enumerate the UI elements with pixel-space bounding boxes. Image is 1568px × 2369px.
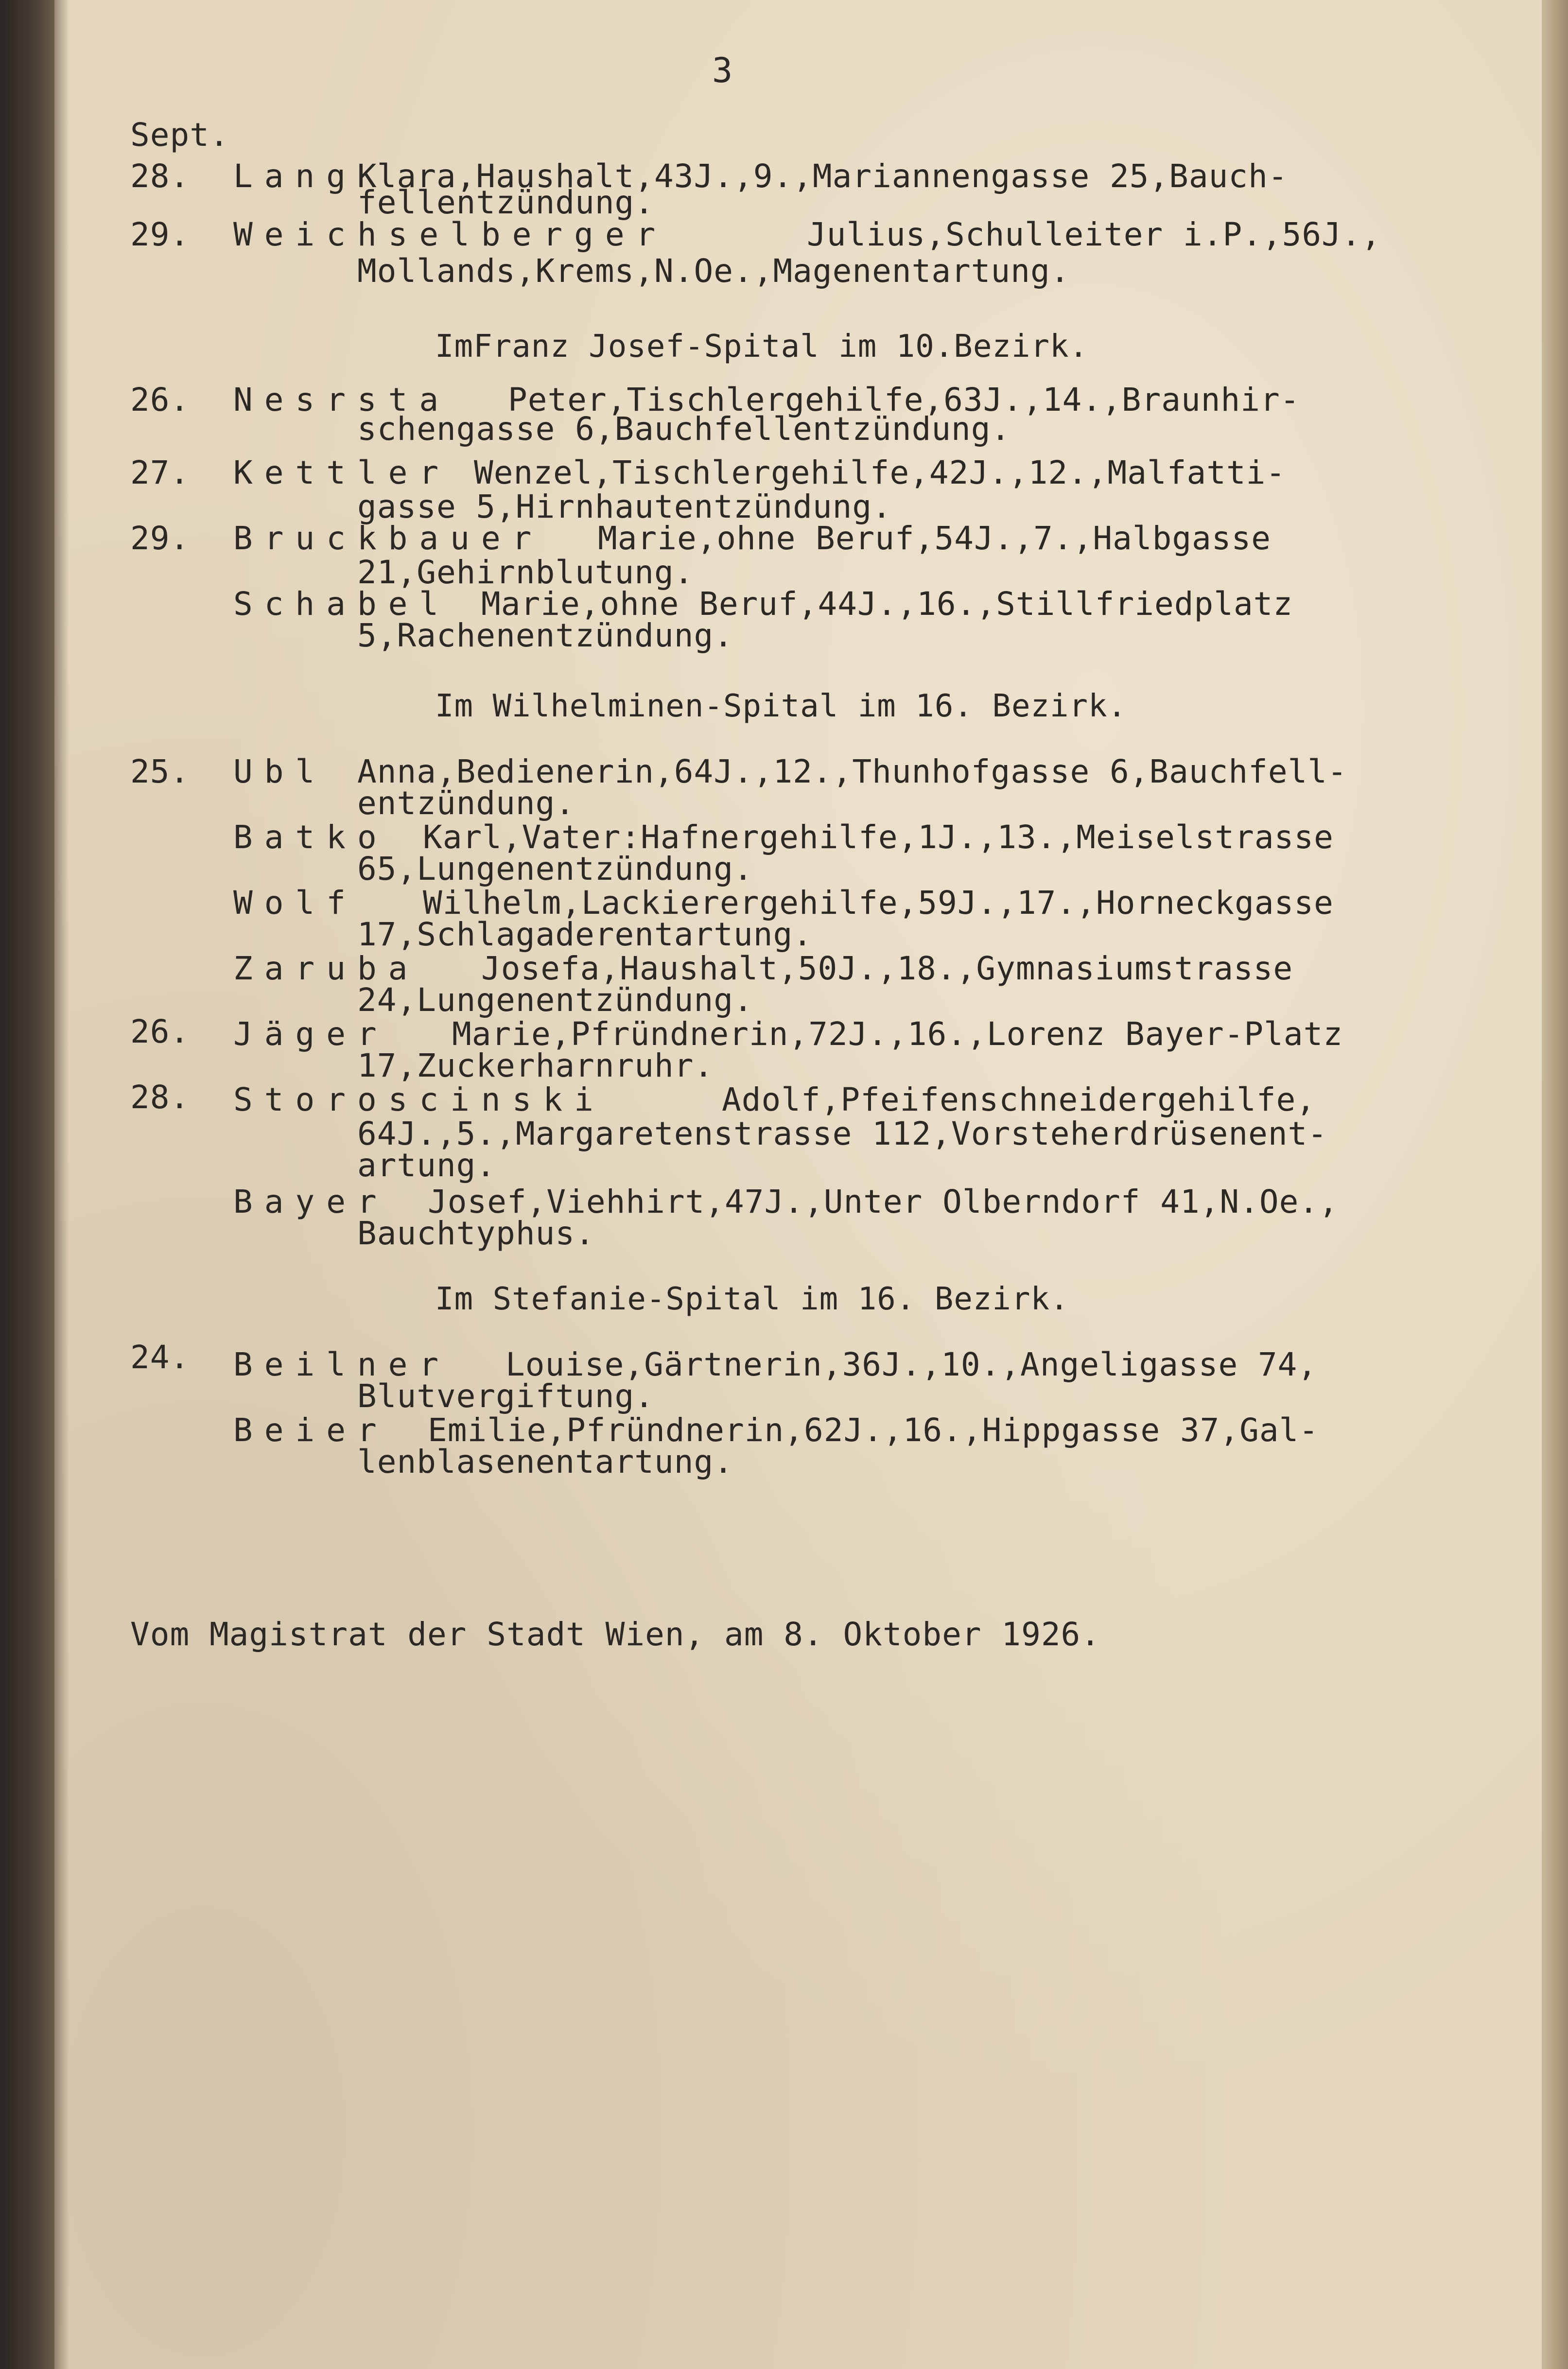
entry-surname: Batko — [233, 819, 388, 856]
entry-surname: Kettler — [233, 454, 451, 491]
entry-details: Josefa,Haushalt,50J.,18.,Gymnasiumstrasse — [481, 950, 1293, 987]
entry-surname: Weichselberger — [233, 216, 667, 253]
entry-details-cont: 21,Gehirnblutung. — [357, 554, 694, 591]
entry-details-cont: 17,Schlagaderentartung. — [357, 916, 813, 953]
entry-details: Klara,Haushalt,43J.,9.,Mariannengasse 25,Bauch- — [357, 157, 1288, 195]
entry-details-cont: 64J.,5.,Margaretenstrasse 112,Vorsteherdrüsenent- — [357, 1115, 1328, 1152]
month-label: Sept. — [130, 116, 229, 154]
entry-details: Marie,ohne Beruf,44J.,16.,Stillfriedplatz — [481, 585, 1293, 623]
entry-details-cont: lenblasenentartung. — [357, 1443, 733, 1481]
entry-surname: Schabel — [233, 585, 451, 623]
entry-details-cont: 65,Lungenentzündung. — [357, 850, 753, 888]
entry-details: Karl,Vater:Hafnergehilfe,1J.,13.,Meiselstrasse — [423, 819, 1334, 856]
entry-day: 28. — [130, 157, 190, 195]
section-heading: Im Wilhelminen-Spital im 16. Bezirk. — [435, 688, 1127, 724]
entry-details-cont: 17,Zuckerharnruhr. — [357, 1047, 714, 1084]
page-edge — [1542, 0, 1568, 2369]
entry-surname: Ubl — [233, 753, 327, 790]
entry-details-cont: 5,Rachenentzündung. — [357, 617, 733, 654]
entry-details: Wilhelm,Lackierergehilfe,59J.,17.,Horneckgasse — [423, 884, 1334, 922]
entry-surname: Beier — [233, 1411, 388, 1449]
entry-details: Louise,Gärtnerin,36J.,10.,Angeligasse 74, — [505, 1346, 1318, 1383]
entry-day: 29. — [130, 216, 190, 253]
entry-details: Emilie,Pfründnerin,62J.,16.,Hippgasse 37,Gal- — [428, 1411, 1319, 1449]
entry-details-cont: Mollands,Krems,N.Oe.,Magenentartung. — [357, 252, 1070, 290]
entry-surname: Storoscinski — [233, 1081, 605, 1118]
entry-details-cont: 24,Lungenentzündung. — [357, 981, 753, 1019]
book-binding — [0, 0, 54, 2369]
entry-details: Julius,Schulleiter i.P.,56J., — [807, 216, 1381, 253]
entry-day: 27. — [130, 454, 190, 491]
entry-surname: Beilner — [233, 1346, 451, 1383]
entry-surname: Bayer — [233, 1183, 388, 1220]
entry-surname: Bruckbauer — [233, 520, 543, 557]
entry-details-cont: schengasse 6,Bauchfellentzündung. — [357, 410, 1011, 448]
entry-day: 29. — [130, 520, 190, 557]
entry-details: Marie,ohne Beruf,54J.,7.,Halbgasse — [598, 520, 1272, 557]
footer-signature-line: Vom Magistrat der Stadt Wien, am 8. Oktober 1926. — [130, 1616, 1101, 1653]
entry-details-cont: artung. — [357, 1147, 496, 1184]
entry-surname: Jäger — [233, 1015, 388, 1053]
entry-day: 26. — [130, 381, 190, 418]
entry-details: Josef,Viehhirt,47J.,Unter Olberndorf 41,N.Oe., — [428, 1183, 1339, 1220]
entry-details: Adolf,Pfeifenschneidergehilfe, — [722, 1081, 1316, 1118]
entry-surname: Lang — [233, 157, 357, 195]
entry-details: Anna,Bedienerin,64J.,12.,Thunhofgasse 6,Bauchfell- — [357, 753, 1347, 790]
entry-day: 24. — [130, 1339, 190, 1376]
entry-details: Wenzel,Tischlergehilfe,42J.,12.,Malfatti- — [474, 454, 1286, 491]
entry-details: Peter,Tischlergehilfe,63J.,14.,Braunhir- — [508, 381, 1300, 418]
entry-day: 26. — [130, 1013, 190, 1050]
section-heading: ImFranz Josef-Spital im 10.Bezirk. — [435, 329, 1089, 365]
entry-details-cont: gasse 5,Hirnhautentzündung. — [357, 488, 892, 525]
entry-surname: Zaruba — [233, 950, 419, 987]
entry-day: 28. — [130, 1079, 190, 1116]
entry-details-cont: fellentzündung. — [357, 184, 655, 221]
page-gutter-shadow — [54, 0, 69, 2369]
section-heading: Im Stefanie-Spital im 16. Bezirk. — [435, 1281, 1069, 1317]
entry-surname: Wolf — [233, 884, 357, 922]
entry-details-cont: entzündung. — [357, 784, 575, 822]
entry-details-cont: Bauchtyphus. — [357, 1215, 595, 1252]
entry-day: 25. — [130, 753, 190, 790]
entry-details-cont: Blutvergiftung. — [357, 1377, 655, 1415]
entry-details: Marie,Pfründnerin,72J.,16.,Lorenz Bayer-Platz — [452, 1015, 1343, 1053]
entry-surname: Nesrsta — [233, 381, 451, 418]
page-number: 3 — [712, 51, 733, 90]
